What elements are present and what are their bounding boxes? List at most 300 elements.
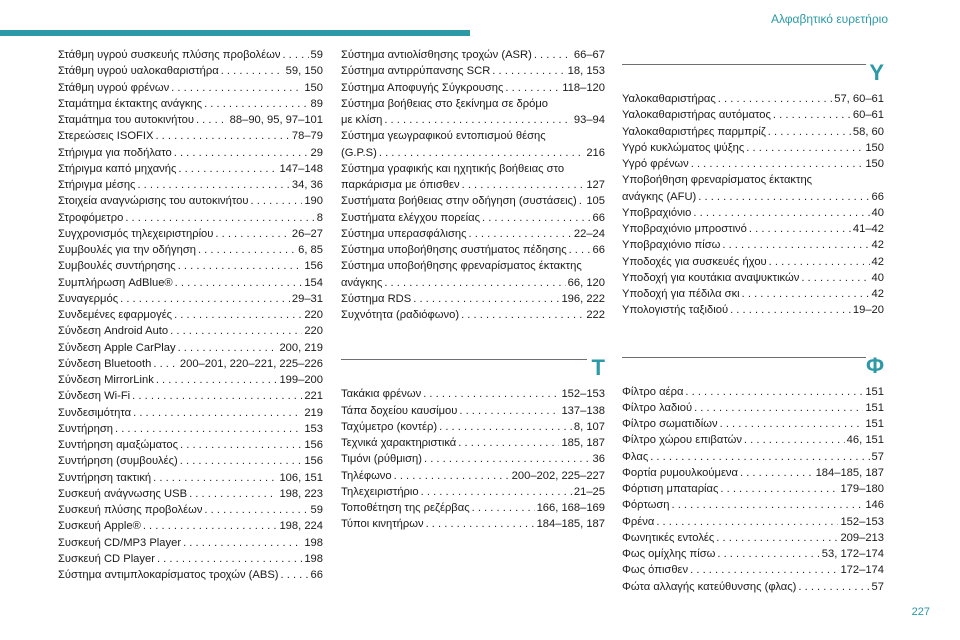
dot-leader: [468, 226, 571, 242]
index-entry-label: Συχνότητα (ραδιόφωνο): [341, 309, 460, 321]
index-entry-pages: 216: [586, 146, 605, 159]
dot-leader: [690, 562, 838, 578]
index-entry-pages: 58, 60: [852, 125, 884, 138]
index-entry: [341, 258, 605, 291]
index-entry-label: Σύνδεση Wi-Fi: [58, 390, 131, 403]
dot-leader: [579, 193, 585, 209]
index-entry-label-line1: Σύστημα γραφικής και ηχητικής βοήθειας στο: [341, 162, 565, 175]
index-entry-label: ανάγκης (AFU): [622, 190, 697, 203]
index-entry-pages: 200, 219: [279, 341, 323, 354]
index-entry-label: Σύνδεση Android Auto: [58, 325, 169, 338]
index-entry-label: ανάγκης: [341, 276, 383, 289]
index-entry-pages: 198, 223: [279, 487, 323, 500]
index-entry: [622, 432, 884, 448]
index-entry-label: Υαλοκαθαριστήρες παρμπρίζ: [622, 125, 766, 138]
index-entry-pages: 59, 150: [285, 65, 323, 78]
dot-leader: [492, 63, 565, 79]
index-entry-pages: 93–94: [573, 114, 605, 126]
dot-leader: [505, 80, 560, 96]
index-entry-label-line1: Σύστημα γεωγραφικού εντοπισμού θέσης: [341, 130, 546, 143]
index-entry-pages: 66–67: [573, 49, 605, 61]
index-entry: [622, 254, 884, 270]
index-entry-pages: 209–213: [840, 531, 884, 544]
index-entry-label: Τεχνικά χαρακτηριστικά: [341, 437, 457, 449]
index-entry-pages: 198: [304, 552, 323, 565]
index-entry: [622, 400, 884, 416]
index-entry-pages: 200–202, 225–227: [511, 469, 605, 482]
index-entry-label: (G.P.S): [341, 146, 377, 159]
index-entry-label: Τακάκια φρένων: [341, 388, 422, 401]
page-number: 227: [911, 606, 930, 618]
index-entry: [622, 514, 884, 530]
index-entry-label: Συντήρηση: [58, 422, 113, 435]
index-entry: [58, 258, 323, 274]
index-entry: [341, 80, 605, 96]
dot-leader: [204, 96, 308, 112]
index-entry-pages: 220: [304, 309, 323, 321]
index-entry-pages: 53, 172–174: [821, 548, 884, 560]
index-entry: [341, 47, 605, 63]
index-entry: [341, 468, 605, 484]
index-entry-pages: 8, 107: [573, 420, 605, 433]
index-entry: [58, 340, 323, 356]
section-header-y: [622, 60, 884, 85]
dot-leader: [801, 270, 869, 286]
index-entry: [58, 275, 323, 291]
index-entry-label: Στήριγμα μέσης: [58, 179, 136, 191]
index-entry: [58, 470, 323, 486]
index-entry-label: Φλας: [622, 450, 649, 463]
index-entry: [622, 156, 884, 172]
index-entry: [622, 416, 884, 432]
index-entry-pages: 106, 151: [279, 471, 323, 484]
index-entry-pages: 40: [871, 206, 884, 219]
index-entry-pages: 190: [304, 195, 323, 208]
index-entry-label: Τάπα δοχείου καυσίμου: [341, 404, 458, 417]
index-entry-pages: 66: [592, 211, 605, 224]
index-entry-label: Τύποι κινητήρων: [341, 518, 424, 531]
index-entry: [58, 307, 323, 323]
section-letter-f: Φ: [865, 352, 884, 378]
index-entry-pages: 137–138: [561, 404, 605, 417]
index-entry-pages: 6, 85: [298, 244, 323, 256]
dot-leader: [394, 468, 510, 484]
index-entry-pages: 8: [316, 211, 323, 224]
index-entry-pages: 179–180: [840, 483, 884, 495]
index-entry-label: Συναγερμός: [58, 292, 119, 305]
dot-leader: [178, 258, 303, 274]
index-entry-label: Υποδοχές για συσκευές ήχου: [622, 255, 767, 268]
dot-leader: [462, 177, 585, 193]
index-entry-pages: 57, 60–61: [834, 93, 884, 105]
dot-leader: [178, 340, 278, 356]
dot-leader: [183, 535, 302, 551]
index-entry-label: Φόρτωση: [622, 499, 670, 512]
index-entry-label: Υποβραχιόνιο: [622, 206, 692, 219]
index-entry: [341, 128, 605, 161]
index-entry-label: Στροφόμετρο: [58, 211, 124, 224]
index-entry: [622, 562, 884, 578]
dot-leader: [156, 372, 278, 388]
index-entry: [58, 161, 323, 177]
index-entry-pages: 36: [592, 453, 605, 466]
section-header-f: [622, 352, 884, 378]
dot-leader: [458, 435, 559, 451]
dot-leader: [153, 356, 178, 372]
index-entry-label: Υγρό φρένων: [622, 158, 689, 170]
index-entry: [341, 403, 605, 419]
index-entry-pages: 196, 222: [561, 292, 605, 305]
index-entry-label: Στάθμη υγρού υαλοκαθαριστήρα: [58, 65, 219, 78]
index-entry-pages: 221: [304, 390, 323, 403]
index-entry: [58, 356, 323, 372]
dot-leader: [717, 546, 819, 562]
index-entry-label: Συσκευή CD/MP3 Player: [58, 536, 182, 549]
index-entry-pages: 156: [304, 260, 323, 273]
dot-leader: [198, 242, 296, 258]
index-entry: [622, 172, 884, 205]
dot-leader: [768, 124, 851, 140]
dot-leader: [171, 80, 302, 96]
index-entry: [58, 210, 323, 226]
dot-leader: [691, 156, 864, 172]
index-entry-label: Σύστημα υπερασφάλισης: [341, 227, 467, 240]
dot-leader: [282, 47, 308, 63]
index-entry: [622, 237, 884, 253]
dot-leader: [175, 275, 303, 291]
dot-leader: [744, 432, 845, 448]
dot-leader: [174, 307, 302, 323]
index-entry: [58, 567, 323, 583]
index-entry: [341, 96, 605, 129]
index-entry-label: Υποβραχιόνιο πίσω: [622, 239, 721, 252]
index-entry: [622, 124, 884, 140]
index-entry: [622, 481, 884, 497]
index-entry: [341, 193, 605, 209]
dot-leader: [482, 210, 591, 226]
index-entry: [58, 486, 323, 502]
index-entry-pages: 172–174: [840, 564, 884, 577]
dot-leader: [180, 437, 302, 453]
dot-leader: [137, 177, 289, 193]
index-entry-pages: 78–79: [291, 130, 323, 143]
index-entry: [341, 63, 605, 79]
dot-leader: [133, 405, 302, 421]
index-entry: [58, 421, 323, 437]
index-entry-pages: 29: [310, 146, 323, 159]
index-entry-pages: 150: [865, 141, 884, 154]
index-entry-label: Σύστημα αντιρρύπανσης SCR: [341, 65, 491, 78]
index-entry-label: Φως ομίχλης πίσω: [622, 548, 716, 560]
index-column-3: [622, 47, 884, 595]
index-column-2: [341, 47, 605, 533]
dot-leader: [196, 112, 228, 128]
index-entry-label: Υποδοχή για κουτάκια αναψυκτικών: [622, 271, 800, 284]
index-entry-label: Υαλοκαθαριστήρας: [622, 93, 716, 105]
index-entry-label-line1: Σύστημα υποβοήθησης φρεναρίσματος έκτακτης: [341, 260, 582, 273]
index-entry: [341, 291, 605, 307]
dot-leader: [215, 226, 289, 242]
dot-leader: [439, 419, 572, 435]
index-entry-label: Υπολογιστής ταξιδιού: [622, 304, 729, 317]
dot-leader: [178, 161, 277, 177]
section-divider: [622, 357, 866, 358]
index-entry: [58, 535, 323, 551]
index-entry-pages: 59: [310, 49, 323, 61]
index-entry-label: Ταχύμετρο (κοντέρ): [341, 420, 438, 433]
index-entry: [622, 107, 884, 123]
dot-leader: [423, 386, 559, 402]
index-entry-label: Στήριγμα καπό μηχανής: [58, 162, 177, 175]
index-entry: [58, 145, 323, 161]
dot-leader: [426, 516, 535, 532]
dot-leader: [656, 514, 838, 530]
index-entry: [58, 47, 323, 63]
index-entry-label: Στοιχεία αναγνώρισης του αυτοκινήτου: [58, 195, 249, 208]
index-entry: [58, 372, 323, 388]
dot-leader: [120, 291, 290, 307]
dot-leader: [746, 140, 863, 156]
index-entry-label: Τοποθέτηση της ρεζέρβας: [341, 502, 470, 514]
index-entry-pages: 59: [310, 504, 323, 516]
dot-leader: [143, 518, 278, 534]
section-letter-t: Τ: [591, 355, 605, 381]
index-entry-label: Σύστημα αντιολίσθησης τροχών (ASR): [341, 49, 532, 61]
dot-leader: [650, 449, 869, 465]
index-entry-label: Φίλτρο σωματιδίων: [622, 418, 718, 430]
dot-leader: [798, 579, 869, 595]
index-entry: [341, 210, 605, 226]
index-entry-label: Στάθμη υγρού φρένων: [58, 81, 170, 94]
section-letter-y: Υ: [869, 60, 884, 85]
index-entry-label: Φορτία ρυμουλκούμενα: [622, 466, 738, 479]
index-entry-label: Συμβουλές για την οδήγηση: [58, 244, 196, 256]
index-entry-label: Υποδοχή για πέδιλα σκι: [622, 288, 740, 300]
index-entry-pages: 19–20: [852, 304, 884, 317]
index-entry: [58, 128, 323, 144]
dot-leader: [153, 470, 277, 486]
page-header-title: Αλφαβητικό ευρετήριο: [770, 12, 888, 26]
dot-leader: [413, 291, 559, 307]
section-divider: [622, 64, 866, 65]
index-entry-pages: 118–120: [562, 81, 605, 94]
index-entry-pages: 151: [865, 401, 884, 414]
index-entry-pages: 42: [871, 255, 884, 268]
dot-leader: [115, 421, 302, 437]
dot-leader: [740, 465, 814, 481]
index-entry: [58, 405, 323, 421]
index-entry-label: Φωνητικές εντολές: [622, 531, 715, 544]
dot-leader: [384, 112, 572, 128]
dot-leader: [424, 451, 591, 467]
index-entry-pages: 166, 168–169: [536, 502, 605, 514]
index-entry-pages: 184–185, 187: [536, 518, 605, 531]
index-entry: [58, 502, 323, 518]
dot-leader: [716, 530, 838, 546]
index-entry-label: Συσκευή ανάγνωσης USB: [58, 487, 188, 500]
index-entry: [58, 291, 323, 307]
index-entry-label: Σταμάτημα του αυτοκινήτου: [58, 114, 194, 126]
index-entry: [622, 579, 884, 595]
index-entry-pages: 150: [865, 158, 884, 170]
dot-leader: [742, 286, 870, 302]
index-entry-label: Συστήματα βοήθειας στην οδήγηση (συστάσεις): [341, 195, 577, 208]
index-entry-pages: 185, 187: [561, 437, 605, 449]
index-entry-label-line1: Υποβοήθηση φρεναρίσματος έκτακτης: [622, 174, 813, 187]
index-entry-label: Συσκευή CD Player: [58, 552, 155, 565]
index-entry-pages: 57: [871, 450, 884, 463]
index-entry: [341, 500, 605, 516]
index-entry-pages: 198: [304, 536, 323, 549]
index-entry: [341, 386, 605, 402]
dot-leader: [204, 502, 308, 518]
index-column-1: [58, 47, 323, 583]
index-entry: [58, 112, 323, 128]
index-entry-pages: 46, 151: [846, 434, 884, 447]
dot-leader: [157, 551, 302, 567]
dot-leader: [718, 91, 832, 107]
index-entry: [58, 323, 323, 339]
index-entry-pages: 184–185, 187: [815, 466, 884, 479]
index-entry-label: Φρένα: [622, 515, 655, 528]
section-header-t: [341, 355, 605, 381]
dot-leader: [698, 189, 869, 205]
dot-leader: [671, 497, 863, 513]
index-entry: [622, 497, 884, 513]
index-entry-label: Στάθμη υγρού συσκευής πλύσης προβολέων: [58, 49, 281, 61]
index-entry-pages: 200–201, 220–221, 225–226: [179, 357, 323, 370]
index-entry-pages: 22–24: [573, 227, 605, 240]
index-entry: [622, 91, 884, 107]
index-entry-pages: 89: [310, 97, 323, 110]
index-entry-label: παρκάρισμα με όπισθεν: [341, 179, 460, 191]
index-entry: [58, 193, 323, 209]
dot-leader: [569, 242, 591, 258]
index-entry-pages: 105: [586, 195, 605, 208]
index-entry: [58, 453, 323, 469]
index-entry: [341, 226, 605, 242]
index-entry-pages: 42: [871, 239, 884, 252]
dot-leader: [769, 254, 870, 270]
dot-leader: [720, 481, 838, 497]
index-entry-label: Υαλοκαθαριστήρας αυτόματος: [622, 109, 771, 122]
index-entry-label: με κλίση: [341, 114, 383, 126]
index-entry-label: Τιμόνι (ρύθμιση): [341, 453, 422, 466]
dot-leader: [132, 388, 302, 404]
index-entry: [58, 80, 323, 96]
index-entry-pages: 219: [304, 406, 323, 419]
dot-leader: [749, 221, 851, 237]
index-entry-label: Σύστημα αντιμπλοκαρίσματος τροχών (ABS): [58, 569, 279, 581]
index-entry: [622, 221, 884, 237]
index-entry-pages: 40: [871, 271, 884, 284]
index-entry-label: Συνδεσιμότητα: [58, 406, 132, 419]
index-entry-label: Υγρό κυκλώματος ψύξης: [622, 141, 745, 154]
dot-leader: [180, 453, 303, 469]
section-divider: [341, 359, 587, 360]
index-entry-label: Υποβραχιόνιο μπροστινό: [622, 223, 747, 235]
dot-leader: [472, 500, 535, 516]
index-entry: [622, 270, 884, 286]
dot-leader: [459, 403, 559, 419]
index-entry-pages: 154: [304, 276, 323, 289]
index-entry-pages: 156: [304, 439, 323, 451]
index-entry-label: Συμβουλές συντήρησης: [58, 260, 176, 273]
index-entry-label: Σύστημα RDS: [341, 292, 412, 305]
index-entry-pages: 146: [865, 499, 884, 512]
index-entry-pages: 147–148: [279, 162, 323, 175]
index-entry-pages: 66, 120: [567, 276, 605, 289]
index-entry-pages: 18, 153: [567, 65, 605, 78]
index-entry-pages: 34, 36: [291, 179, 323, 191]
index-entry-pages: 66: [871, 190, 884, 203]
dot-leader: [379, 145, 584, 161]
dot-leader: [125, 210, 314, 226]
index-entry-pages: 26–27: [291, 227, 323, 240]
index-entry-label: Συσκευή πλύσης προβολέων: [58, 504, 203, 516]
index-entry-label: Συντήρηση αμαξώματος: [58, 439, 179, 451]
index-entry-pages: 127: [586, 179, 605, 191]
dot-leader: [281, 567, 309, 583]
index-entry-label: Τηλεχειριστήριο: [341, 485, 419, 498]
index-entry: [341, 435, 605, 451]
index-entry: [341, 419, 605, 435]
index-entry-label: Φώτα αλλαγής κατεύθυνσης (φλας): [622, 580, 797, 593]
dot-leader: [722, 237, 869, 253]
dot-leader: [461, 307, 584, 323]
header-accent-bar: [0, 30, 470, 36]
index-entry-pages: 152–153: [561, 388, 605, 401]
dot-leader: [421, 484, 572, 500]
index-entry-label: Σύστημα υποβοήθησης συστήματος πέδησης: [341, 244, 567, 256]
index-entry: [622, 205, 884, 221]
index-entry-pages: 152–153: [840, 515, 884, 528]
index-entry-pages: 198, 224: [279, 520, 323, 533]
index-entry: [341, 451, 605, 467]
index-entry-pages: 29–31: [291, 292, 323, 305]
index-entry: [58, 388, 323, 404]
dot-leader: [250, 193, 302, 209]
index-entry-pages: 199–200: [279, 374, 323, 386]
index-entry: [58, 226, 323, 242]
index-entry-pages: 66: [310, 569, 323, 581]
dot-leader: [170, 323, 302, 339]
index-entry: [58, 96, 323, 112]
index-entry-label: Φίλτρο αέρα: [622, 385, 684, 398]
dot-leader: [155, 128, 289, 144]
index-entry-label-line1: Σύστημα βοήθειας στο ξεκίνημα σε δρόμο: [341, 97, 549, 110]
index-entry-label: Συντήρηση τακτική: [58, 471, 152, 484]
index-entry-label: Συγχρονισμός τηλεχειριστηρίου: [58, 227, 214, 240]
index-entry-pages: 222: [586, 309, 605, 321]
index-entry: [58, 63, 323, 79]
index-entry: [58, 551, 323, 567]
index-entry-pages: 42: [871, 288, 884, 300]
index-entry: [341, 484, 605, 500]
dot-leader: [534, 47, 572, 63]
index-entry: [341, 516, 605, 532]
index-entry: [58, 518, 323, 534]
index-entry-label: Σύνδεση MirrorLink: [58, 374, 154, 386]
dot-leader: [174, 145, 309, 161]
dot-leader: [189, 486, 277, 502]
index-entry: [622, 286, 884, 302]
dot-leader: [685, 384, 863, 400]
index-entry: [341, 307, 605, 323]
index-entry-label: Φόρτιση μπαταρίας: [622, 483, 719, 495]
index-entry-label: Στήριγμα για ποδήλατο: [58, 146, 172, 159]
index-entry-label: Συστήματα ελέγχου πορείας: [341, 211, 480, 224]
